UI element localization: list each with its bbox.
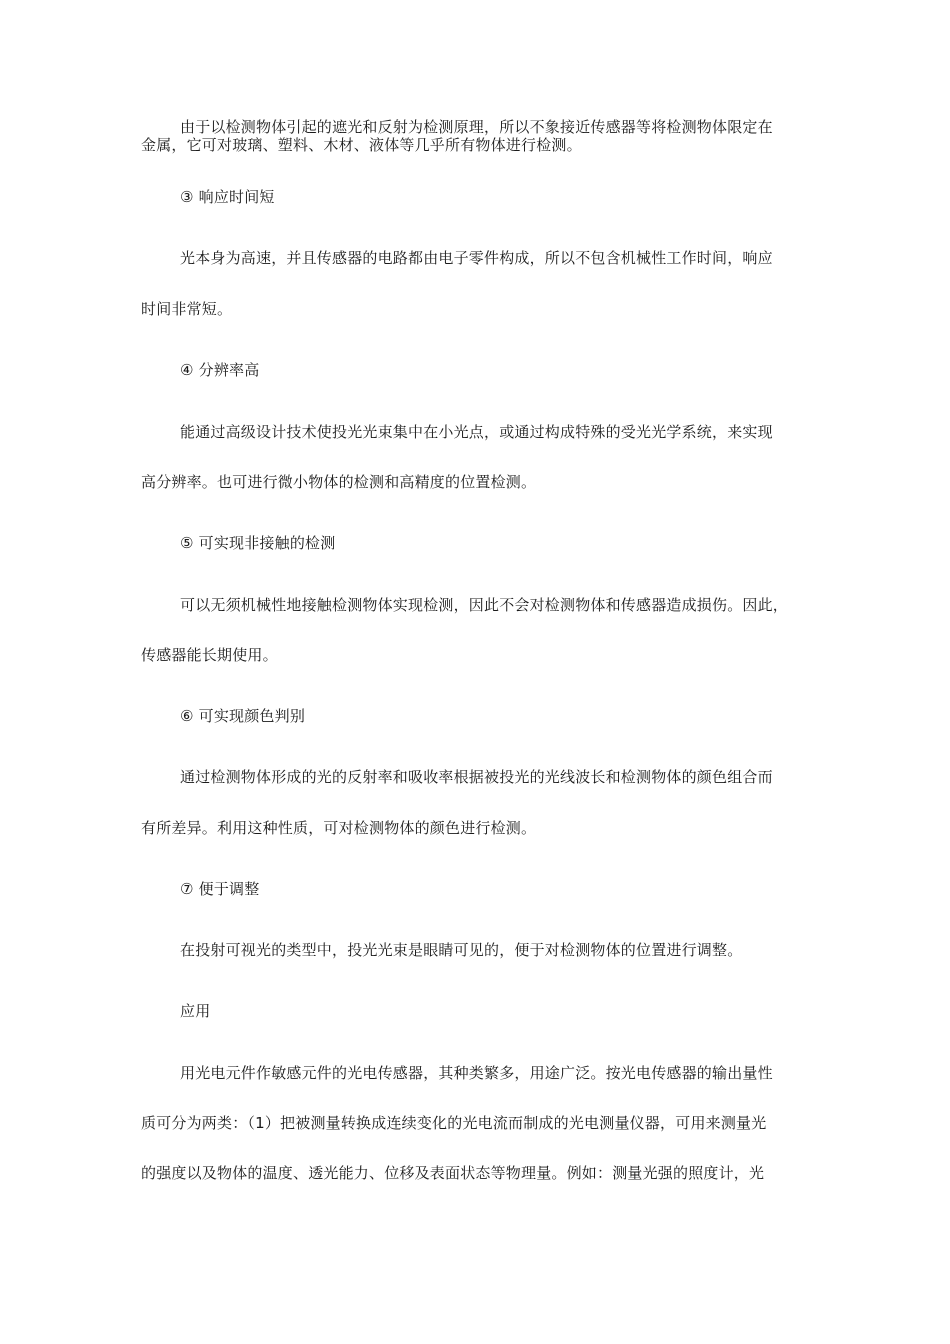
paragraph-detection-principle-line-2: 金属，它可对玻璃、塑料、木材、液体等几乎所有物体进行检测。 xyxy=(141,136,582,154)
paragraph-detection-principle-line-1: 由于以检测物体引起的遮光和反射为检测原理，所以不象接近传感器等将检测物体限定在 xyxy=(180,118,773,136)
paragraph-color-line-1: 通过检测物体形成的光的反射率和吸收率根据被投光的光线波长和检测物体的颜色组合而 xyxy=(180,768,773,786)
paragraph-response-line-1: 光本身为高速，并且传感器的电路都由电子零件构成，所以不包含机械性工作时间，响应 xyxy=(180,249,773,267)
paragraph-application-line-2: 质可分为两类：（1）把被测量转换成连续变化的光电流而制成的光电测量仪器，可用来测量光 xyxy=(141,1114,767,1132)
heading-resolution: ④ 分辨率高 xyxy=(180,361,260,379)
paragraph-response-line-2: 时间非常短。 xyxy=(141,300,233,318)
heading-noncontact: ⑤ 可实现非接触的检测 xyxy=(180,534,336,552)
heading-easy-adjust: ⑦ 便于调整 xyxy=(180,880,260,898)
paragraph-adjust-line-1: 在投射可视光的类型中，投光光束是眼睛可见的，便于对检测物体的位置进行调整。 xyxy=(180,941,743,959)
paragraph-color-line-2: 有所差异。利用这种性质，可对检测物体的颜色进行检测。 xyxy=(141,819,537,837)
heading-response-time: ③ 响应时间短 xyxy=(180,188,275,206)
paragraph-application-line-3: 的强度以及物体的温度、透光能力、位移及表面状态等物理量。例如：测量光强的照度计，光 xyxy=(141,1164,765,1182)
paragraph-resolution-line-2: 高分辨率。也可进行微小物体的检测和高精度的位置检测。 xyxy=(141,473,537,491)
paragraph-noncontact-line-1: 可以无须机械性地接触检测物体实现检测，因此不会对检测物体和传感器造成损伤。因此， xyxy=(180,596,789,614)
heading-application: 应用 xyxy=(180,1002,211,1020)
paragraph-resolution-line-1: 能通过高级设计技术使投光光束集中在小光点，或通过构成特殊的受光光学系统，来实现 xyxy=(180,423,773,441)
paragraph-application-line-1: 用光电元件作敏感元件的光电传感器，其种类繁多，用途广泛。按光电传感器的输出量性 xyxy=(180,1064,773,1082)
heading-color-discrimination: ⑥ 可实现颜色判别 xyxy=(180,707,306,725)
paragraph-noncontact-line-2: 传感器能长期使用。 xyxy=(141,646,278,664)
